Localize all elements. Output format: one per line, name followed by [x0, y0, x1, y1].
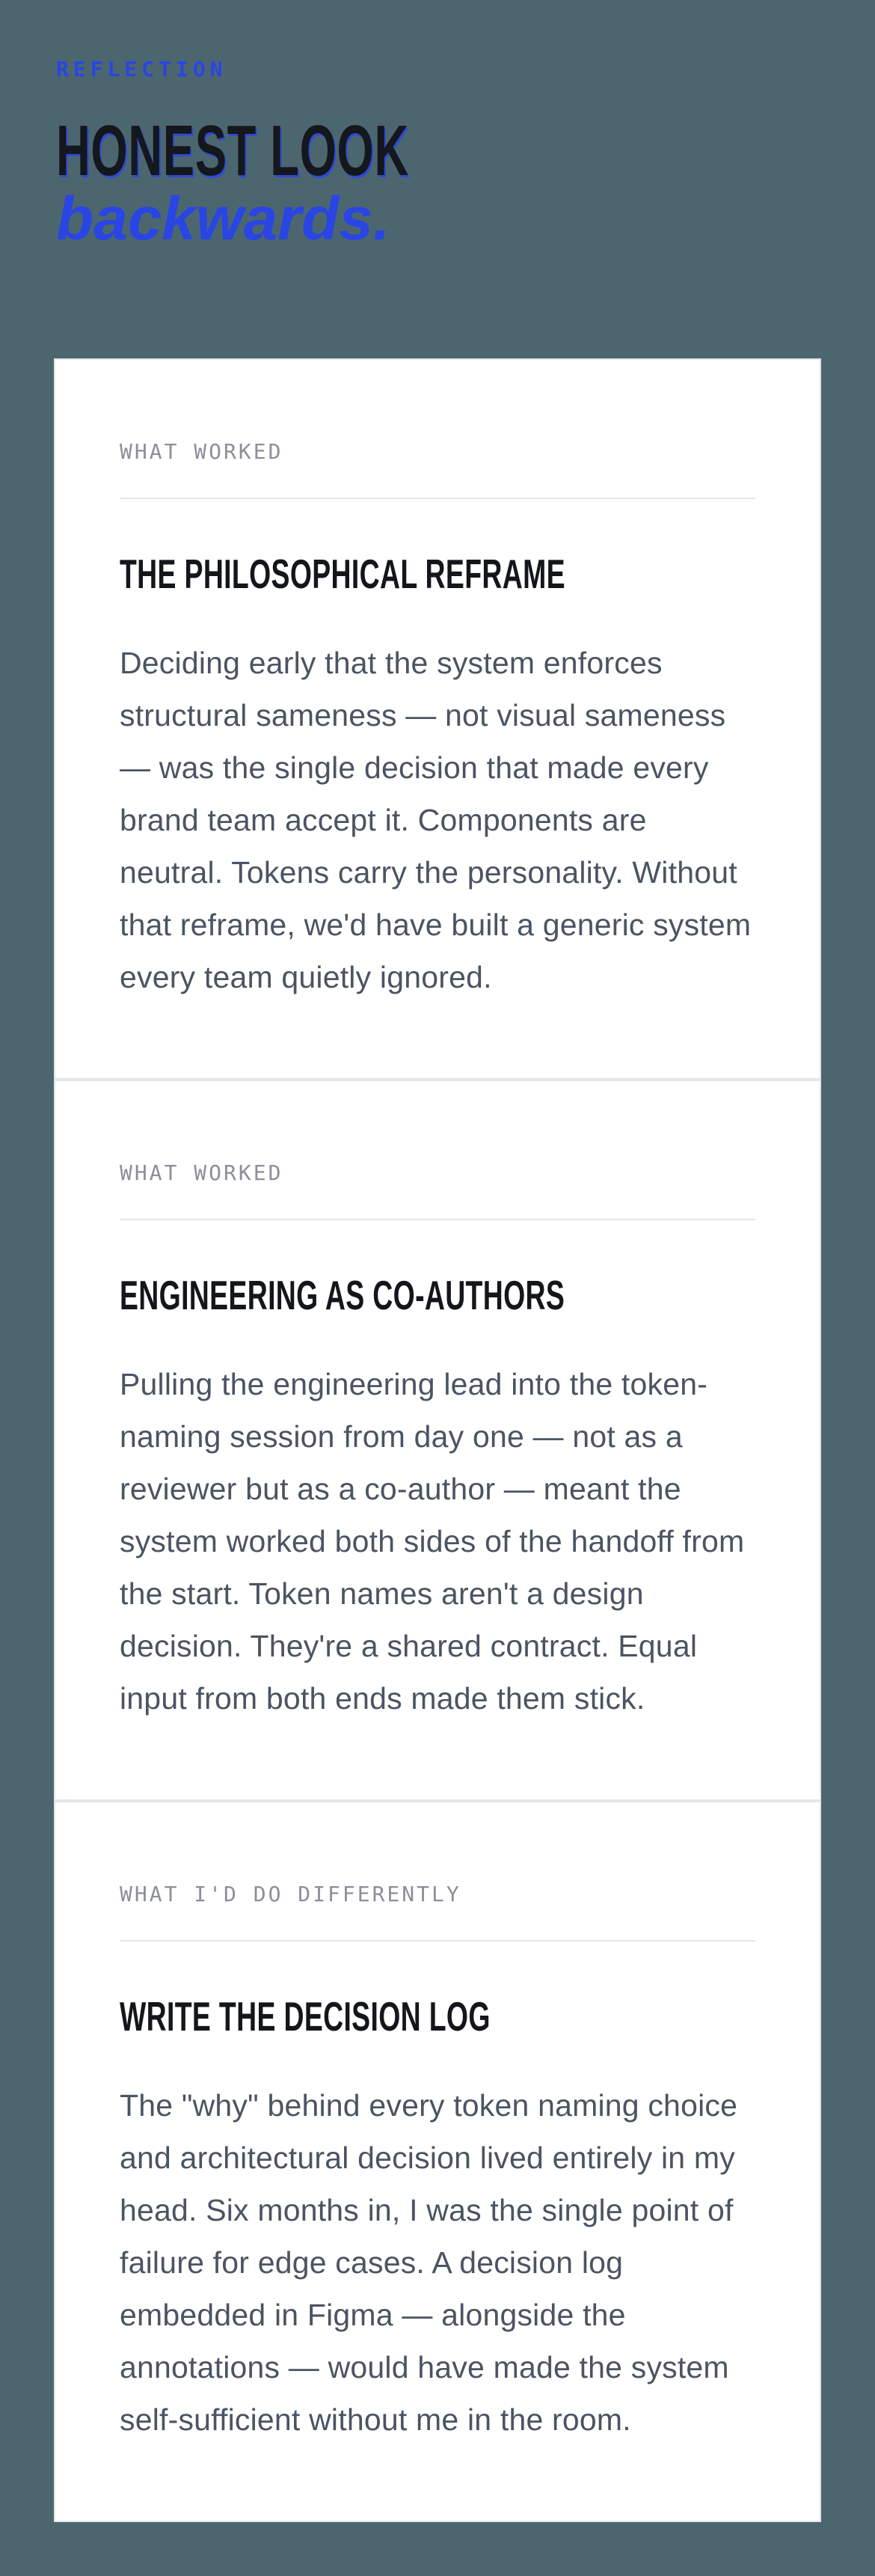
card-label: WHAT WORKED [120, 1160, 283, 1185]
reflection-card-what-worked-1 [54, 358, 821, 1080]
card-heading [120, 551, 755, 596]
card-heading-text: THE PHILOSOPHICAL REFRAME [120, 551, 565, 597]
card-heading-text: WRITE THE DECISION LOG [120, 1993, 491, 2040]
page-title-line1-text: HONEST LOOK [56, 111, 409, 191]
card-label: WHAT WORKED [120, 439, 283, 464]
card-heading-text: ENGINEERING AS CO-AUTHORS [120, 1272, 565, 1318]
card-label: WHAT I'D DO DIFFERENTLY [120, 1882, 461, 1906]
reflection-card-list [54, 358, 821, 2522]
card-body-text: The "why" behind every token naming choice and architectural decision lived entirely in my head. Six months in, I was the single point of failure for edge cases. A decision log embedded in Figma — alongside the annotations — would have made the system self-sufficient without me in the room. [120, 2088, 738, 2437]
section-eyebrow: REFLECTION [56, 57, 227, 82]
divider [120, 1219, 755, 1220]
page-title-line2: backwards. [56, 185, 390, 253]
reflection-card-what-worked-2 [54, 1080, 821, 1801]
reflection-card-do-differently [54, 1801, 821, 2522]
card-body-text: Pulling the engineering lead into the token-naming session from day one — not as a reviewer but as a co-author — meant the system worked both sides of the handoff from the start. Token names aren't a design decision. They're a shared contract. Equal input from both ends made them stick. [120, 1367, 745, 1716]
page-title-line1 [56, 111, 875, 191]
divider [120, 498, 755, 499]
card-heading [120, 1994, 755, 2039]
reflection-header [0, 0, 875, 253]
divider [120, 1940, 755, 1942]
card-body-text: Deciding early that the system enforces structural sameness — not visual sameness — was the single decision that made every brand team accept it. Components are neutral. Tokens carry the personality. Without that reframe, we'd have built a generic system every team quietly ignored. [120, 646, 752, 994]
card-heading [120, 1273, 755, 1318]
